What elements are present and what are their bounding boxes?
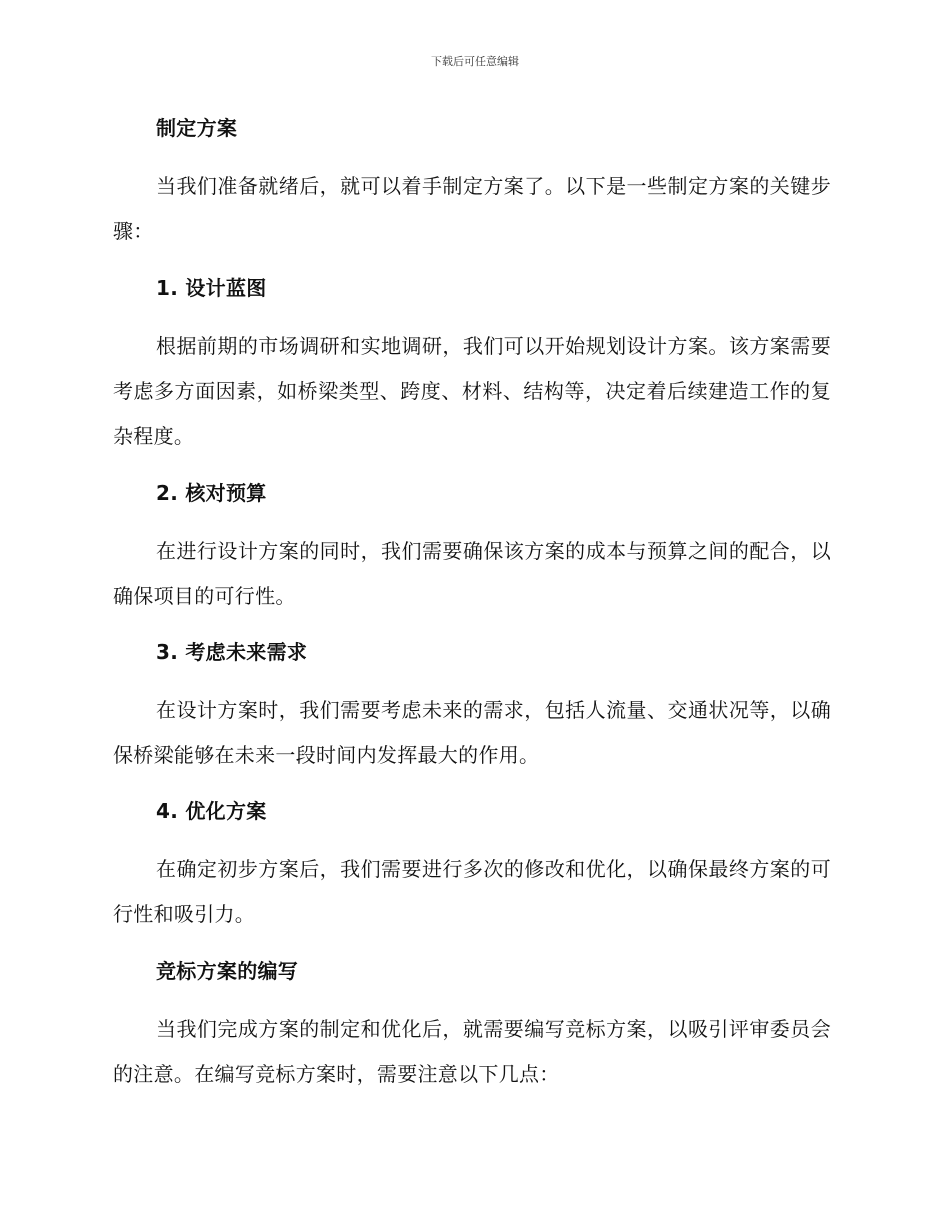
step-2-paragraph: 在进行设计方案的同时，我们需要确保该方案的成本与预算之间的配合，以确保项目的可行性。 — [113, 539, 831, 608]
section-title-bid-writing: 竞标方案的编写 — [156, 959, 299, 983]
step-1-title: 1. 设计蓝图 — [156, 276, 267, 300]
bid-intro-paragraph: 当我们完成方案的制定和优化后，就需要编写竞标方案，以吸引评审委员会的注意。在编写竞标方案时，需要注意以下几点： — [113, 1017, 831, 1086]
step-4-paragraph: 在确定初步方案后，我们需要进行多次的修改和优化，以确保最终方案的可行性和吸引力。 — [113, 857, 831, 926]
step-3-title: 3. 考虑未来需求 — [156, 640, 308, 664]
page-header: 下载后可任意编辑 — [431, 55, 519, 68]
step-2-title: 2. 核对预算 — [156, 481, 267, 505]
step-4-title: 4. 优化方案 — [156, 799, 267, 823]
section-intro-paragraph: 当我们准备就绪后，就可以着手制定方案了。以下是一些制定方案的关键步骤： — [113, 174, 831, 243]
section-title-make-plan: 制定方案 — [156, 116, 238, 140]
step-3-paragraph: 在设计方案时，我们需要考虑未来的需求，包括人流量、交通状况等，以确保桥梁能够在未来一段时间内发挥最大的作用。 — [113, 698, 831, 767]
step-1-paragraph: 根据前期的市场调研和实地调研，我们可以开始规划设计方案。该方案需要考虑多方面因素，如桥梁类型、跨度、材料、结构等，决定着后续建造工作的复杂程度。 — [113, 334, 831, 448]
